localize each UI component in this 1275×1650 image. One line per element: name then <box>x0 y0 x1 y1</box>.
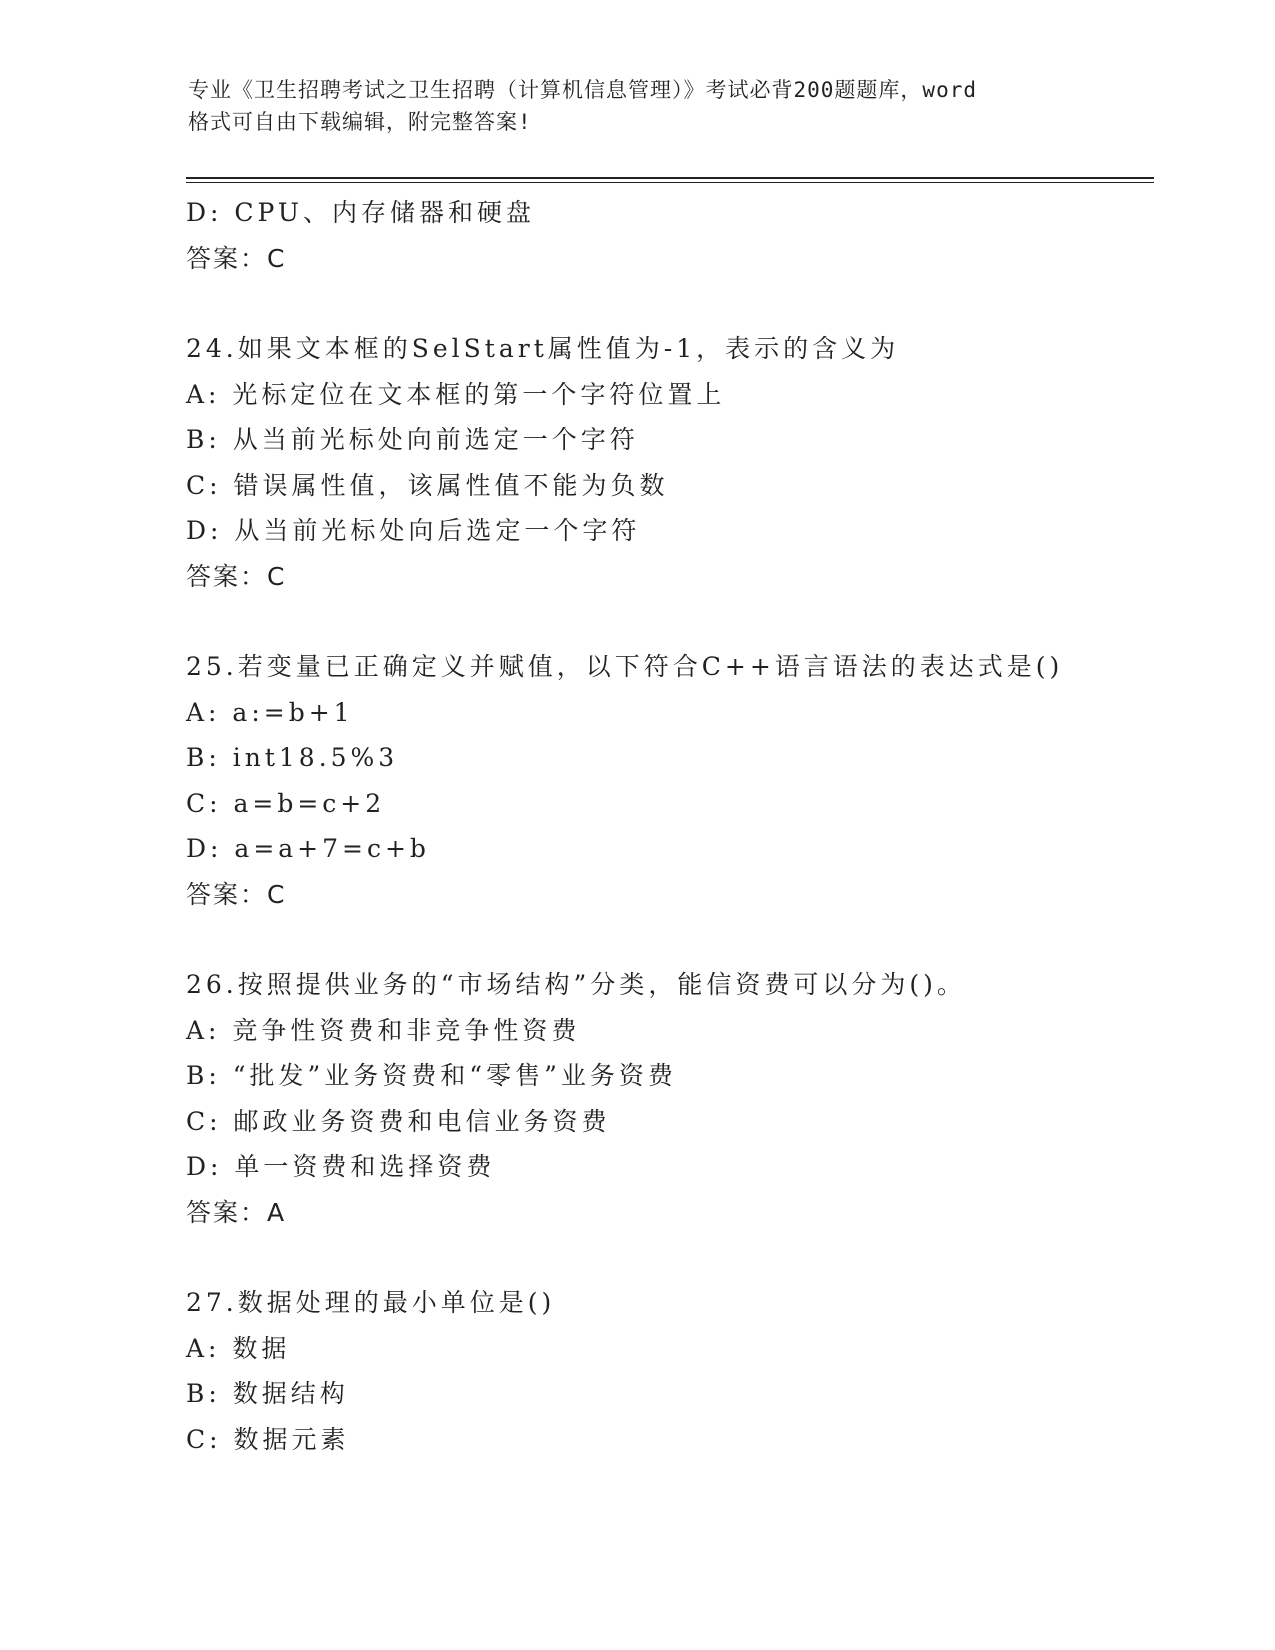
option-d: D: 从当前光标处向后选定一个字符 <box>186 516 641 545</box>
option-b: B: 从当前光标处向前选定一个字符 <box>186 425 639 454</box>
option-b: B: “批发”业务资费和“零售”业务资费 <box>186 1061 677 1090</box>
question-stem: 25.若变量已正确定义并赋值，以下符合C++语言语法的表达式是() <box>186 652 1064 681</box>
option-a: A: 光标定位在文本框的第一个字符位置上 <box>186 379 726 409</box>
option-d: D: CPU、内存储器和硬盘 <box>186 198 535 227</box>
question-25 <box>186 644 1146 917</box>
option-b: B: 数据结构 <box>186 1379 349 1408</box>
spacer <box>186 917 1146 962</box>
option-a: A: a:=b+1 <box>186 697 354 727</box>
question-27 <box>186 1280 1146 1462</box>
answer: 答案：C <box>186 243 287 273</box>
answer: 答案：C <box>186 879 287 909</box>
answer: 答案：C <box>186 561 287 591</box>
spacer <box>186 1235 1146 1280</box>
header-line-1: 专业《卫生招聘考试之卫生招聘（计算机信息管理）》考试必背200题题库，word <box>188 78 977 102</box>
question-fragment-23 <box>186 190 1146 281</box>
option-c: C: 邮政业务资费和电信业务资费 <box>186 1106 611 1136</box>
question-stem: 24.如果文本框的SelStart属性值为-1，表示的含义为 <box>186 334 900 363</box>
spacer <box>186 281 1146 326</box>
question-stem: 27.数据处理的最小单位是() <box>186 1288 556 1317</box>
option-d: D: a=a+7=c+b <box>186 834 430 863</box>
header-divider-thin <box>186 182 1154 183</box>
option-c: C: a=b=c+2 <box>186 788 386 818</box>
question-26 <box>186 962 1146 1235</box>
answer: 答案：A <box>186 1197 287 1227</box>
header-divider-thick <box>186 177 1154 179</box>
option-b: B: int18.5%3 <box>186 743 399 772</box>
option-c: C: 数据元素 <box>186 1424 350 1454</box>
option-d: D: 单一资费和选择资费 <box>186 1152 496 1181</box>
spacer <box>186 599 1146 644</box>
document-header <box>188 74 1088 138</box>
document-body <box>186 190 1146 1462</box>
header-line-2: 格式可自由下载编辑，附完整答案! <box>188 110 532 134</box>
question-stem: 26.按照提供业务的“市场结构”分类，能信资费可以分为()。 <box>186 970 966 999</box>
option-c: C: 错误属性值，该属性值不能为负数 <box>186 470 669 500</box>
option-a: A: 数据 <box>186 1333 291 1363</box>
option-a: A: 竞争性资费和非竞争性资费 <box>186 1015 581 1045</box>
question-24 <box>186 326 1146 599</box>
